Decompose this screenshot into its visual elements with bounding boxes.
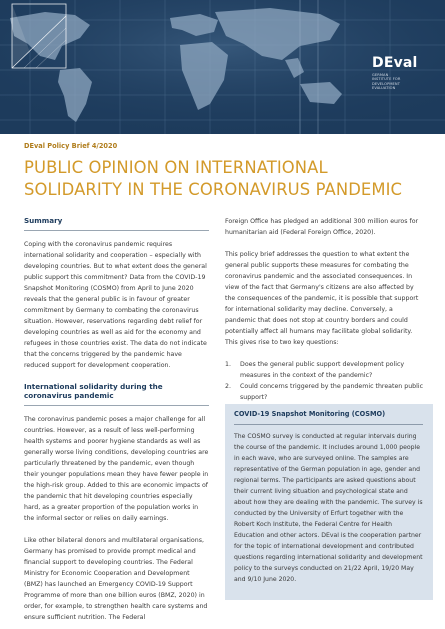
logo-name: DEval bbox=[372, 55, 418, 71]
list-item bbox=[225, 359, 425, 381]
left-column bbox=[24, 216, 209, 629]
solidarity-paragraph-1: The coronavirus pandemic poses a major challenge for all countries. However, as a result of less well-performing health systems and poorer hygiene standards as well as generally worse living conditions, developing countries are particularly threatened by the pandemic, even though their younger populations mean they have fewer people in the high-risk group. Added to this are economic impacts of the pandemic that hit developing countries especially hard, as a greater proportion of the population works in the informal sector or relies on daily earnings. bbox=[24, 416, 209, 522]
policy-brief-label: DEval Policy Brief 4/2020 bbox=[24, 142, 118, 150]
cosmo-text: The COSMO survey is conducted at regular intervals during the course of the pandemic. It includes around 1,000 people in each wave, who are surveyed online. The samples are representative of the German population in age, gender and regional terms. The participants are asked questions about their current living situation and psychological state and about how they are dealing with the pandemic. The survey is conducted by the University of Erfurt together with the Robert Koch Institute, the Federal Centre for Health Education and other actors. DEval is the cooperation partner for the topic of international development and contributed questions regarding international solidarity and development policy to the surveys conducted on 21/22 April, 19/20 May and 9/10 June 2020. bbox=[234, 433, 423, 583]
cosmo-info-box bbox=[225, 404, 433, 600]
right-paragraph-2: This policy brief addresses the question to what extent the general public supports these measures for combating the coronavirus pandemic and the associated consequences. In view of the fact that Germany's citizens are also affected by the consequences of the pandemic, it is possible that support for international solidarity may decline. Conversely, a pandemic that does not stop at country borders and could potentially affect all humans may facilitate global solidarity. This gives rise to two key questions: bbox=[225, 251, 419, 346]
title-line-1: PUBLIC OPINION ON INTERNATIONAL bbox=[24, 158, 328, 177]
summary-paragraph: Coping with the coronavirus pandemic requires international solidarity and cooperation – especially with developing countries. But to what extent does the general public support this commitment? Data from the COVID-19 Snapshot Monitoring (COSMO) from April to June 2020 reveals that the general public is in favour of greater commitment by Germany to combating the coronavirus situation. However, reservations regarding debt relief for developing countries as well as aid for the economy and refugees in those countries exist. The data do not indicate that the concerns triggered by the pandemic have reduced support for development cooperation. bbox=[24, 241, 207, 369]
key-questions-list bbox=[225, 359, 425, 403]
summary-heading: Summary bbox=[24, 216, 63, 225]
right-column bbox=[225, 216, 425, 408]
right-paragraph-1: Foreign Office has pledged an additional 300 million euros for humanitarian aid (Federal Foreign Office, 2020). bbox=[225, 218, 419, 236]
header-banner bbox=[0, 0, 445, 134]
question-text: Does the general public support development policy measures in the context of the pandemic? bbox=[240, 361, 405, 379]
summary-divider bbox=[24, 230, 209, 231]
deval-logo-icon bbox=[0, 0, 110, 88]
title-line-2: SOLIDARITY IN THE CORONAVIRUS PANDEMIC bbox=[24, 180, 403, 199]
solidarity-heading: International solidarity during the coronavirus pandemic bbox=[24, 382, 163, 400]
solidarity-paragraph-2: Like other bilateral donors and multilateral organisations, Germany has promised to provide prompt medical and financial support to developing countries. The Federal Ministry for Economic Cooperation and Development (BMZ) has launched an Emergency COVID-19 Support Programme of more than one billion euros (BMZ, 2020) in order, for example, to strengthen health care systems and ensure sufficient nutrition. The Federal bbox=[24, 537, 208, 621]
cosmo-divider bbox=[234, 424, 423, 425]
cosmo-heading: COVID-19 Snapshot Monitoring (COSMO) bbox=[234, 410, 386, 418]
logo-subtitle: GERMAN INSTITUTE FOR DEVELOPMENT EVALUATION bbox=[372, 73, 401, 91]
question-number: 2. bbox=[225, 383, 231, 390]
solidarity-divider bbox=[24, 405, 209, 406]
page-title bbox=[24, 157, 429, 201]
question-text: Could concerns triggered by the pandemic threaten public support? bbox=[240, 383, 424, 401]
question-number: 1. bbox=[225, 361, 231, 368]
list-item bbox=[225, 381, 425, 403]
